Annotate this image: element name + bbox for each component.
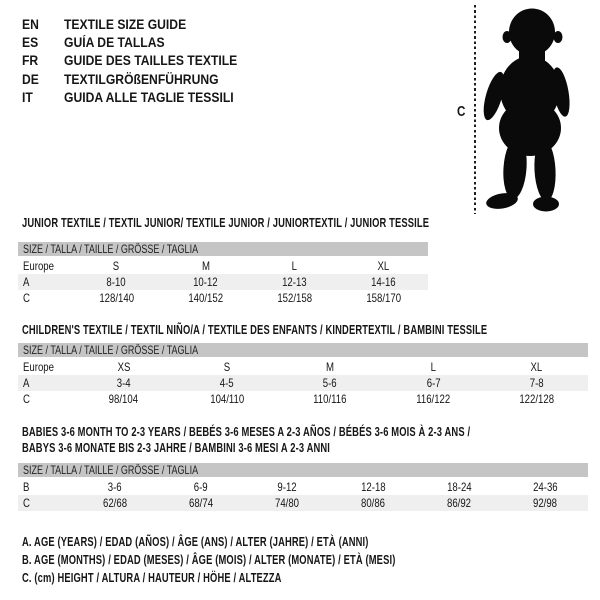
table-title-text: JUNIOR TEXTILE / TEXTIL JUNIOR/ TEXTILE JUNIOR / JUNIORTEXTIL / JUNIOR TESSILE (22, 215, 430, 230)
table-title-group (18, 322, 588, 338)
table-cell-text: 116/122 (416, 392, 451, 406)
table-cell-text: XL (377, 259, 390, 273)
table-cell-text: M (201, 259, 210, 273)
table-cell (382, 392, 485, 406)
baby-silhouette-icon (481, 4, 583, 212)
size-header-bar (18, 242, 428, 256)
table-cell (502, 480, 588, 494)
table-cell (485, 392, 588, 406)
table-cell-text: L (291, 259, 298, 273)
table-cell-text: XL (530, 360, 543, 374)
table-cell (278, 392, 381, 406)
size-header-label: SIZE / TALLA / TAILLE / GRÖSSE / TAGLIA (23, 463, 199, 477)
table-cell-text: 80/86 (360, 496, 386, 510)
table-cell-text: 3-4 (116, 376, 131, 390)
table-cell (339, 275, 428, 289)
table-cell (161, 275, 250, 289)
table-cell (158, 480, 244, 494)
size-header-label: SIZE / TALLA / TAILLE / GRÖSSE / TAGLIA (23, 242, 199, 256)
table-cell-text: 4-5 (219, 376, 234, 390)
table-row-a (18, 274, 428, 290)
language-code: EN (22, 16, 39, 32)
table-cell (244, 496, 330, 510)
table-title (18, 440, 588, 456)
language-row (22, 70, 257, 88)
table-title-text: CHILDREN'S TEXTILE / TEXTIL NIÑO/A / TEXTILE DES ENFANTS / KINDERTEXTIL / BAMBINI TESSILE (22, 322, 488, 337)
children-size-table (18, 322, 588, 407)
table-cell-text: 12-13 (282, 275, 307, 289)
language-row (22, 52, 257, 70)
row-label-text: C (23, 392, 30, 406)
legend-footnotes (22, 533, 541, 587)
table-title-text: BABIES 3-6 MONTH TO 2-3 YEARS / BEBÉS 3-6 MESES A 2-3 AÑOS / BÉBÉS 3-6 MOIS À 2-3 ANS / (22, 424, 471, 439)
table-cell (158, 496, 244, 510)
table-row-europe (18, 258, 428, 274)
table-row-a (18, 375, 588, 391)
table-cell (175, 392, 278, 406)
table-title (18, 215, 428, 231)
table-cell-text: 62/68 (102, 496, 128, 510)
language-code: IT (22, 90, 33, 106)
table-cell-text: 140/152 (188, 291, 223, 305)
table-cell-text: 12-18 (360, 480, 386, 494)
table-cell-text: 110/116 (313, 392, 347, 406)
table-cell-text: 9-12 (277, 480, 297, 494)
table-cell-text: S (223, 360, 231, 374)
table-row-europe (18, 359, 588, 375)
table-cell (161, 259, 250, 273)
table-cell (330, 480, 416, 494)
table-cell (72, 275, 161, 289)
babies-size-table (18, 424, 588, 511)
row-label (18, 289, 72, 307)
table-row-c (18, 391, 588, 407)
table-cell (339, 259, 428, 273)
junior-size-table (18, 215, 428, 306)
table-row-c (18, 290, 428, 306)
language-code: FR (22, 53, 39, 69)
table-cell (244, 480, 330, 494)
table-cell (250, 259, 339, 273)
table-cell-text: 14-16 (371, 275, 396, 289)
height-measure-label: C (457, 104, 466, 120)
table-cell (72, 291, 161, 305)
table-cell-text: 92/98 (532, 496, 558, 510)
language-row (22, 15, 257, 33)
table-cell-text: 152/158 (277, 291, 312, 305)
table-cell (72, 360, 175, 374)
table-cell-text: 6-7 (426, 376, 441, 390)
table-cell-text: 122/128 (519, 392, 554, 406)
table-cell (485, 376, 588, 390)
language-list (22, 15, 257, 107)
row-label (18, 390, 72, 408)
table-cell (416, 496, 502, 510)
table-cell (250, 291, 339, 305)
size-header-bar (18, 463, 588, 477)
table-rows (18, 359, 588, 407)
table-cell-text: 6-9 (194, 480, 208, 494)
language-code: ES (22, 35, 39, 51)
table-rows (18, 479, 588, 511)
table-cell-text: 158/170 (366, 291, 401, 305)
row-label-text: A (23, 275, 30, 289)
table-cell (278, 360, 381, 374)
table-cell-text: 86/92 (446, 496, 472, 510)
table-cell-text: 128/140 (99, 291, 134, 305)
language-label: TEXTILGRÖßENFÜHRUNG (64, 71, 219, 87)
table-cell-text: L (430, 360, 436, 374)
table-cell-text: 10-12 (193, 275, 218, 289)
language-code: DE (22, 71, 39, 87)
table-cell (175, 376, 278, 390)
table-cell (72, 376, 175, 390)
table-cell (72, 496, 158, 510)
table-cell (250, 275, 339, 289)
row-label (18, 494, 72, 512)
table-cell (161, 291, 250, 305)
table-cell-text: 7-8 (529, 376, 544, 390)
table-cell-text: 18-24 (446, 480, 472, 494)
language-label: TEXTILE SIZE GUIDE (64, 16, 187, 32)
footnote-line (22, 533, 541, 551)
table-cell (485, 360, 588, 374)
row-label-text: A (23, 376, 30, 390)
table-row-b (18, 479, 588, 495)
footnote-text: C. (cm) HEIGHT / ALTURA / HAUTEUR / HÖHE / ALTEZZA (22, 570, 282, 585)
table-cell (278, 376, 381, 390)
row-label-text: C (23, 291, 30, 305)
table-title-text: BABYS 3-6 MONATE BIS 2-3 JAHRE / BAMBINI 3-6 MESI A 2-3 ANNI (22, 440, 331, 455)
table-title-group (18, 215, 428, 231)
table-cell (72, 480, 158, 494)
table-title (18, 322, 588, 338)
table-cell-text: S (113, 259, 120, 273)
language-label: GUIDE DES TAILLES TEXTILE (64, 53, 238, 69)
table-cell-text: 104/110 (209, 392, 244, 406)
table-cell (502, 496, 588, 510)
language-label: GUÍA DE TALLAS (64, 35, 165, 51)
table-cell-text: 8-10 (106, 275, 127, 289)
table-cell (339, 291, 428, 305)
row-label-text: C (23, 496, 30, 510)
table-cell-text: 24-36 (532, 480, 558, 494)
table-cell-text: M (326, 360, 334, 374)
footnote-text: B. AGE (MONTHS) / EDAD (MESES) / ÂGE (MOIS) / ALTER (MONATE) / ETÀ (MESI) (22, 552, 396, 567)
row-label-text: Europe (23, 360, 54, 374)
table-cell (416, 480, 502, 494)
table-title-group (18, 424, 588, 456)
table-cell-text: 68/74 (188, 496, 214, 510)
row-label-text: B (23, 480, 30, 494)
table-cell (72, 392, 175, 406)
language-label: GUIDA ALLE TAGLIE TESSILI (64, 90, 234, 106)
size-header-bar (18, 343, 588, 357)
table-cell (382, 360, 485, 374)
table-rows (18, 258, 428, 306)
language-row (22, 89, 257, 107)
table-row-c (18, 495, 588, 511)
baby-figure (450, 4, 598, 216)
size-header-label: SIZE / TALLA / TAILLE / GRÖSSE / TAGLIA (23, 343, 199, 357)
table-cell (382, 376, 485, 390)
table-cell-text: XS (117, 360, 131, 374)
table-title (18, 424, 588, 440)
table-cell-text: 74/80 (274, 496, 300, 510)
language-row (22, 33, 257, 51)
table-cell-text: 5-6 (323, 376, 337, 390)
table-cell (72, 259, 161, 273)
footnote-text: A. AGE (YEARS) / EDAD (AÑOS) / ÂGE (ANS) / ALTER (JAHRE) / ETÀ (ANNI) (22, 534, 369, 549)
table-cell-text: 98/104 (108, 392, 139, 406)
table-cell-text: 3-6 (108, 480, 122, 494)
footnote-line (22, 569, 541, 587)
footnote-line (22, 551, 541, 569)
height-dashed-line (474, 5, 476, 214)
row-label-text: Europe (23, 259, 54, 273)
table-cell (175, 360, 278, 374)
table-cell (330, 496, 416, 510)
